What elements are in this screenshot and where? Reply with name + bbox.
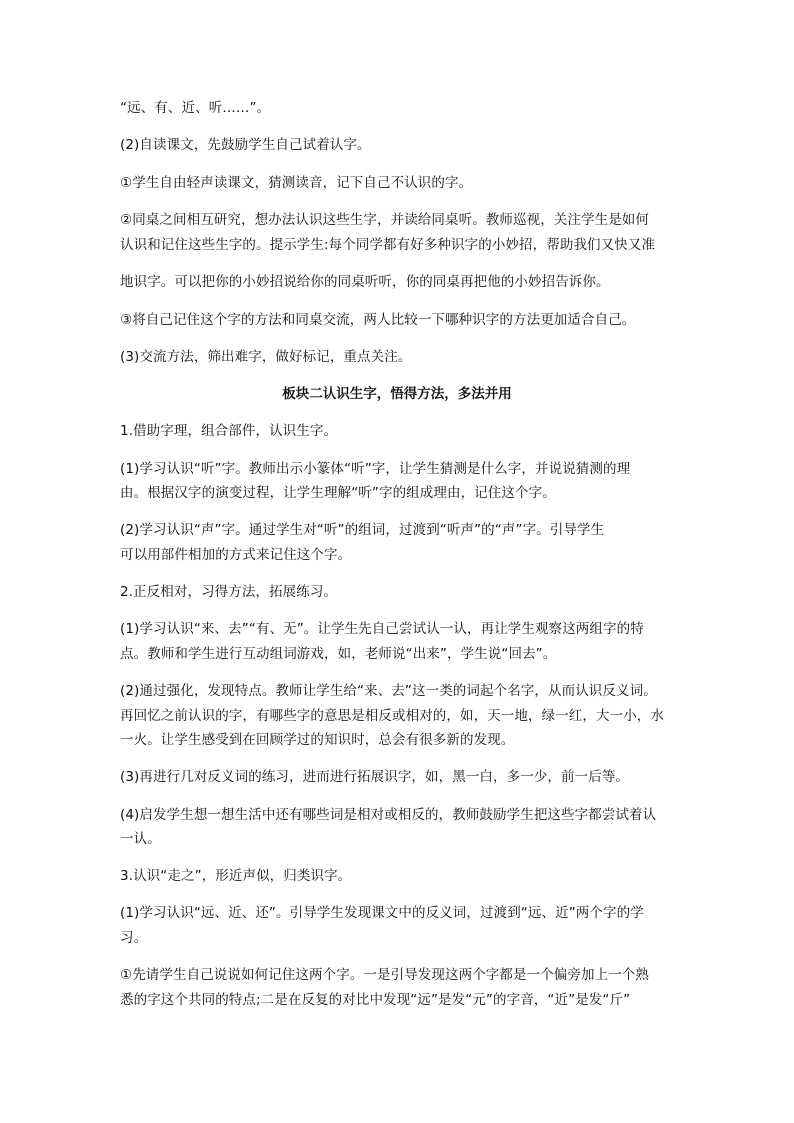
text-line: 2.正反相对，习得方法，拓展练习。 <box>120 584 338 600</box>
text-line: (1)学习认识“远、近、还”。引导学生发现课文中的反义词，过渡到“远、近”两个字的学 <box>120 905 644 921</box>
text-line: (4)启发学生想一想生活中还有哪些词是相对或相反的，教师鼓励学生把这些字都尝试着认 <box>120 807 657 823</box>
text-line: (3)再进行几对反义词的练习，进而进行拓展识字，如，黑一白，多一少，前一后等。 <box>120 769 630 785</box>
text-line: 由。根据汉字的演变过程，让学生理解“听”字的组成理由，记住这个字。 <box>120 485 556 501</box>
text-line: ①先请学生自己说说如何记住这两个字。一是引导发现这两个字都是一个偏旁加上一个熟 <box>120 967 650 983</box>
text-line: 一认。 <box>120 831 161 847</box>
text-line: 习。 <box>120 930 148 946</box>
text-line: 再回忆之前认识的字，有哪些字的意思是相反或相对的，如，天一地，绿一红，大一小，水 <box>120 708 664 724</box>
text-line: 点。教师和学生进行互动组词游戏，如，老师说“出来”，学生说“回去”。 <box>120 646 557 662</box>
text-line: ①学生自由轻声读课文，猜测读音，记下自己不认识的字。 <box>120 175 473 191</box>
text-line: 认识和记住这些生字的。提示学生:每个同学都有好多种识字的小妙招，帮助我们又快又准 <box>120 237 656 253</box>
section-heading: 板块二认识生字，悟得方法，多法并用 <box>282 386 512 402</box>
text-line: 悉的字这个共同的特点;二是在反复的对比中发现“远”是发“元”的字音，“近”是发“斤” <box>120 992 631 1008</box>
text-line: ③将自己记住这个字的方法和同桌交流，两人比较一下哪种识字的方法更加适合自己。 <box>120 312 636 328</box>
text-line: (3)交流方法，筛出难字，做好标记，重点关注。 <box>120 349 412 365</box>
text-line: “远、有、近、听……”。 <box>120 100 271 116</box>
text-line: (1)学习认识“听”字。教师出示小篆体“听”字，让学生猜测是什么字，并说说猜测的理 <box>120 461 631 477</box>
text-line: 1.借助字理，组合部件，认识生字。 <box>120 423 338 439</box>
text-line: ②同桌之间相互研究，想办法认识这些生字，并读给同桌听。教师巡视，关注学生是如何 <box>120 212 650 228</box>
text-line: 3.认识“走之”，形近声似，归类识字。 <box>120 868 352 884</box>
text-line: (1)学习认识“来、去”“有、无”。让学生先自己尝试认一认，再让学生观察这两组字的特 <box>120 621 644 637</box>
text-line: 一火。让学生感受到在回顾学过的知识时，总会有很多新的发现。 <box>120 732 515 748</box>
text-line: (2)通过强化，发现特点。教师让学生给“来、去”这一类的词起个名字，从而认识反义词。 <box>120 683 657 699</box>
text-line: 可以用部件相加的方式来记住这个字。 <box>120 547 352 563</box>
text-line: 地识字。可以把你的小妙招说给你的同桌听听，你的同桌再把他的小妙招告诉你。 <box>120 274 610 290</box>
text-line: (2)自读课文，先鼓励学生自己试着认字。 <box>120 137 371 153</box>
text-line: (2)学习认识“声”字。通过学生对“听”的组词，过渡到“听声”的“声”字。引导学生 <box>120 522 605 538</box>
